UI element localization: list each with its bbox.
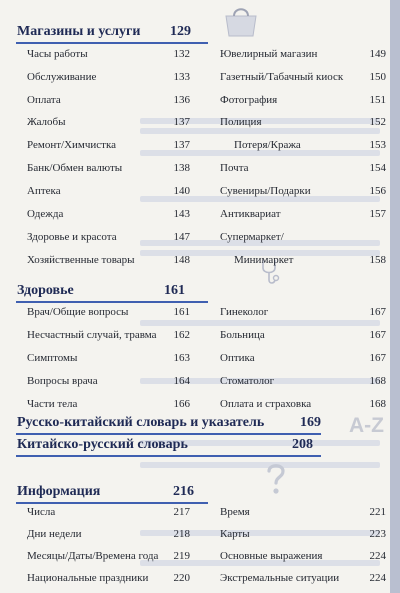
toc-page: 140 [173, 185, 190, 197]
section-page: 169 [300, 415, 321, 430]
toc-page: 151 [369, 94, 386, 106]
toc-entry[interactable]: Карты [220, 528, 250, 540]
section-page: 129 [170, 24, 191, 39]
toc-page: 152 [369, 116, 386, 128]
toc-entry[interactable]: Потеря/Кража [234, 139, 301, 151]
section-heading-shops[interactable] [17, 24, 217, 44]
toc-page: 137 [173, 116, 190, 128]
toc-page: 147 [173, 231, 190, 243]
section-title: Русско-китайский словарь и указатель [17, 415, 265, 430]
toc-entry[interactable]: Газетный/Табачный киоск [220, 71, 344, 83]
toc-entry[interactable]: Хозяйственные товары [27, 254, 135, 266]
toc-page: 164 [173, 375, 190, 387]
section-rule [16, 455, 321, 457]
toc-entry[interactable]: Части тела [27, 398, 78, 410]
toc-entry[interactable]: Дни недели [27, 528, 82, 540]
shopping-bag-icon [222, 4, 260, 38]
toc-page: 148 [173, 254, 190, 266]
toc-entry[interactable]: Стоматолог [220, 375, 275, 387]
page-edge [390, 0, 400, 593]
toc-entry[interactable]: Больница [220, 329, 265, 341]
toc-entry[interactable]: Оплата [27, 94, 61, 106]
section-title: Китайско-русский словарь [17, 437, 188, 452]
toc-page: 136 [173, 94, 190, 106]
section-heading-health[interactable] [17, 283, 217, 303]
toc-page: 154 [369, 162, 386, 174]
section-title: Информация [17, 484, 101, 499]
toc-page: 157 [369, 208, 386, 220]
toc-page: 166 [173, 398, 190, 410]
toc-entry[interactable]: Супермаркет/ [220, 231, 284, 243]
toc-entry[interactable]: Ювелирный магазин [220, 48, 318, 60]
toc-page: 168 [369, 375, 386, 387]
section-heading-info[interactable] [17, 484, 217, 504]
toc-entry[interactable]: Национальные праздники [27, 572, 149, 584]
toc-page: 167 [369, 306, 386, 318]
toc-entry[interactable]: Одежда [27, 208, 64, 220]
section-page: 216 [173, 484, 194, 499]
toc-entry[interactable]: Месяцы/Даты/Времена года [27, 550, 159, 562]
section-rule [16, 433, 321, 435]
toc-entry[interactable]: Аптека [27, 185, 61, 197]
dictionary-zh-ru[interactable] [17, 437, 357, 453]
toc-page: 137 [173, 139, 190, 151]
toc-entry[interactable]: Основные выражения [220, 550, 323, 562]
section-page: 161 [164, 283, 185, 298]
toc-entry[interactable]: Числа [27, 506, 56, 518]
toc-entry[interactable]: Время [220, 506, 250, 518]
toc-entry[interactable]: Банк/Обмен валюты [27, 162, 123, 174]
toc-page: 162 [173, 329, 190, 341]
toc-entry[interactable]: Врач/Общие вопросы [27, 306, 129, 318]
toc-page: 220 [173, 572, 190, 584]
toc-page: 156 [369, 185, 386, 197]
toc-page: 153 [369, 139, 386, 151]
toc-page: 149 [369, 48, 386, 60]
toc-page: 217 [173, 506, 190, 518]
toc-entry[interactable]: Антиквариат [220, 208, 281, 220]
toc-entry[interactable]: Фотография [220, 94, 278, 106]
dictionary-ru-zh[interactable] [17, 415, 357, 431]
toc-entry[interactable]: Сувениры/Подарки [220, 185, 311, 197]
toc-page: 219 [173, 550, 190, 562]
toc-entry[interactable]: Оплата и страховка [220, 398, 312, 410]
toc-page: 221 [369, 506, 386, 518]
toc-entry[interactable]: Полиция [220, 116, 262, 128]
toc-entry[interactable]: Экстремальные ситуации [220, 572, 340, 584]
section-rule [16, 502, 208, 504]
section-title: Магазины и услуги [17, 24, 141, 39]
toc-entry[interactable]: Минимаркет [234, 254, 294, 266]
toc-page: 150 [369, 71, 386, 83]
toc-entry[interactable]: Вопросы врача [27, 375, 98, 387]
toc-entry[interactable]: Здоровье и красота [27, 231, 117, 243]
toc-entry[interactable]: Гинеколог [220, 306, 269, 318]
toc-entry[interactable]: Обслуживание [27, 71, 97, 83]
toc-page: 167 [369, 329, 386, 341]
toc-page: 161 [173, 306, 190, 318]
section-rule [16, 301, 208, 303]
toc-page: 218 [173, 528, 190, 540]
section-page: 208 [292, 437, 313, 452]
toc-page: 132 [173, 48, 190, 60]
toc-page: 163 [173, 352, 190, 364]
az-label: A-Z [349, 414, 384, 437]
toc-page: 133 [173, 71, 190, 83]
toc-entry[interactable]: Симптомы [27, 352, 78, 364]
toc-page: 167 [369, 352, 386, 364]
toc-page: 224 [369, 572, 386, 584]
toc-page: 168 [369, 398, 386, 410]
toc-page: 143 [173, 208, 190, 220]
toc-entry[interactable]: Несчастный случай, травма [27, 329, 157, 341]
toc-entry[interactable]: Ремонт/Химчистка [27, 139, 117, 151]
toc-page: 158 [369, 254, 386, 266]
section-title: Здоровье [17, 283, 74, 298]
toc-entry[interactable]: Жалобы [27, 116, 66, 128]
toc-entry[interactable]: Оптика [220, 352, 255, 364]
toc-page: 138 [173, 162, 190, 174]
toc-entry[interactable]: Почта [220, 162, 249, 174]
toc-entry[interactable]: Часы работы [27, 48, 88, 60]
section-rule [16, 42, 208, 44]
toc-page: 223 [369, 528, 386, 540]
toc-page: 224 [369, 550, 386, 562]
